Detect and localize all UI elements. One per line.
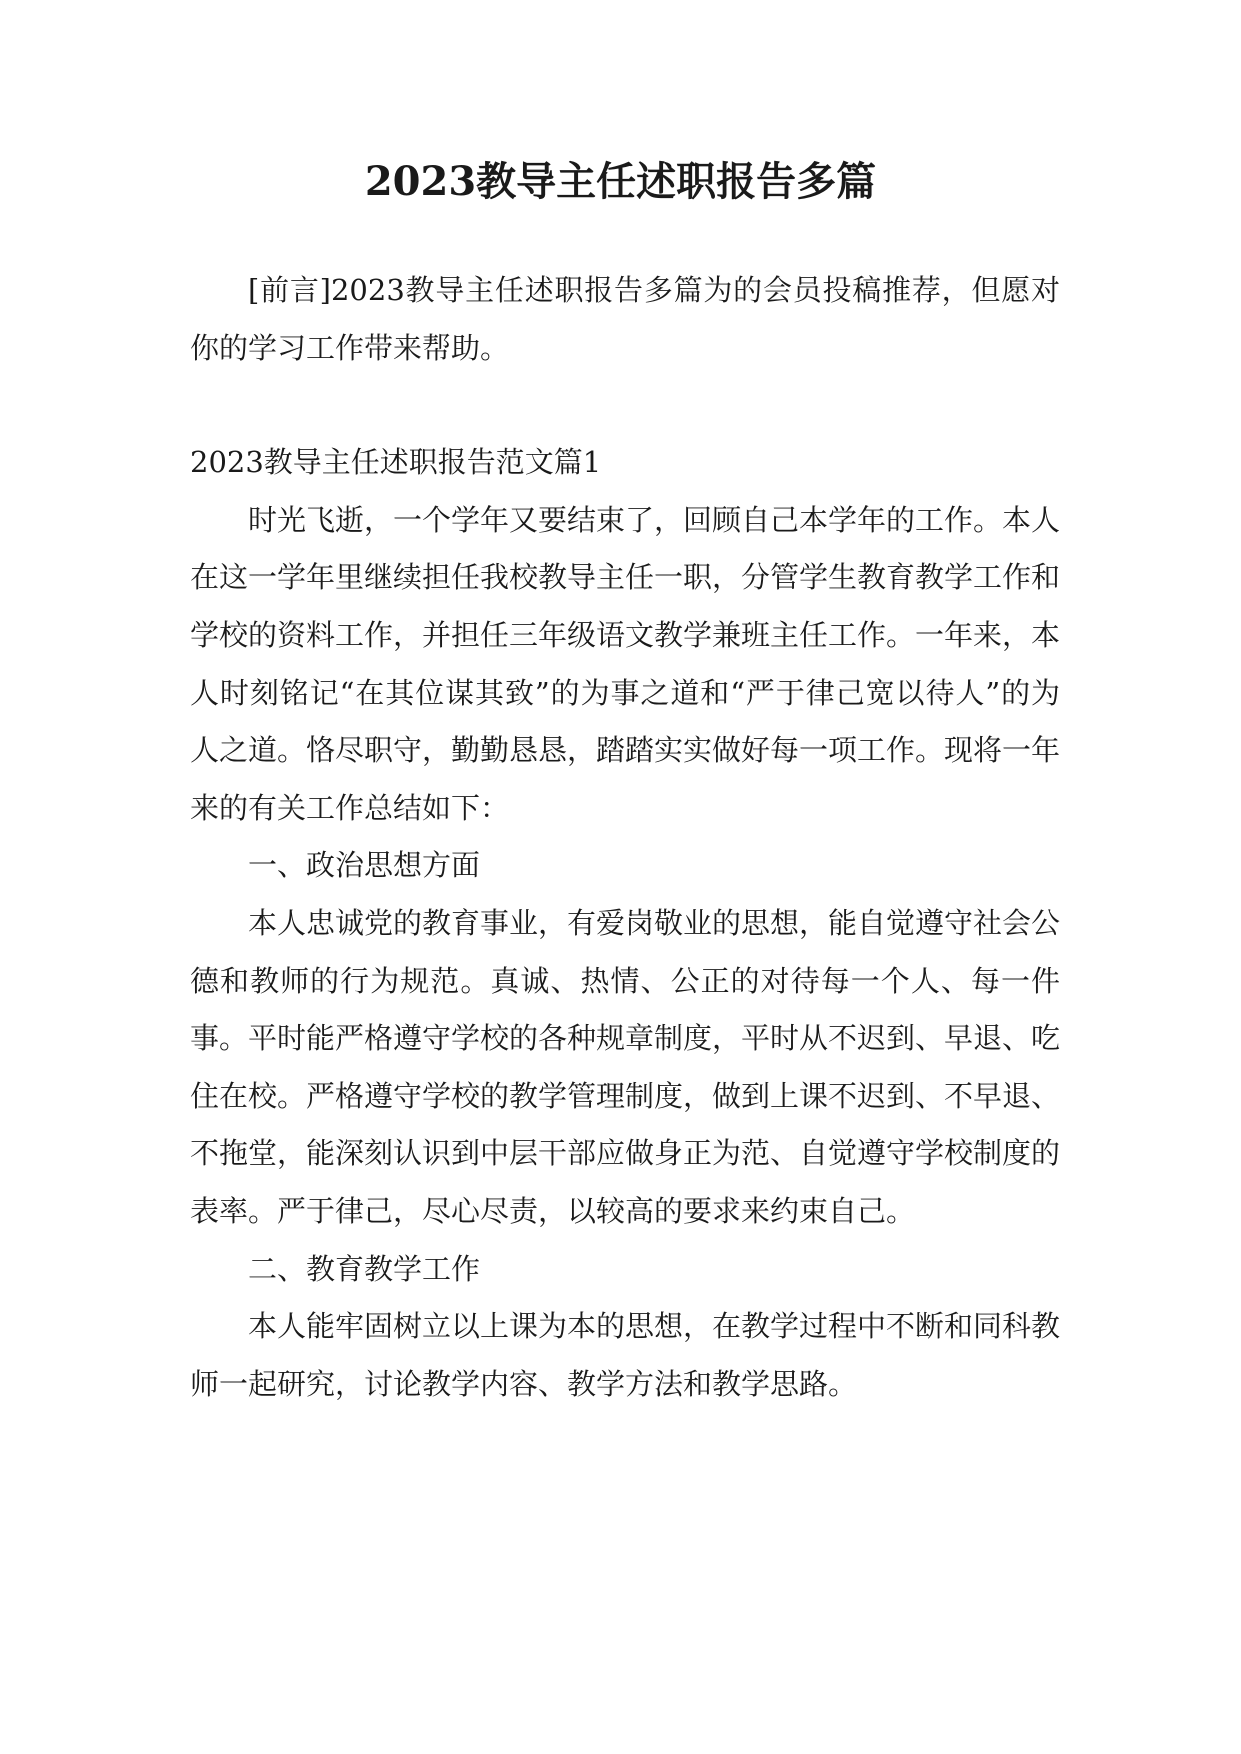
section-title: 2023教导主任述职报告范文篇1 [190, 445, 602, 480]
body-paragraph-intro: 时光飞逝，一个学年又要结束了，回顾自己本学年的工作。本人在这一学年里继续担任我校教导主任一职，分管学生教育教学工作和学校的资料工作，并担任三年级语文教学兼班主任工作。一年来，本人时刻铭记“在其位谋其致”的为事之道和“严于律己宽以待人”的为人之道。恪尽职守，勤勤恳恳，踏踏实实做好每一项工作。现将一年来的有关工作总结如下： [190, 502, 1061, 825]
preface-paragraph: [前言]2023教导主任述职报告多篇为的会员投稿推荐，但愿对你的学习工作带来帮助。 [190, 273, 1060, 365]
body-paragraph-teaching-work: 本人能牢固树立以上课为本的思想，在教学过程中不断和同科教师一起研究，讨论教学内容、教学方法和教学思路。 [190, 1309, 1061, 1401]
body-paragraph-political-thought: 本人忠诚党的教育事业，有爱岗敬业的思想，能自觉遵守社会公德和教师的行为规范。真诚、热情、公正的对待每一个人、每一件事。平时能严格遵守学校的各种规章制度，平时从不迟到、早退、吃住在校。严格遵守学校的教学管理制度，做到上课不迟到、不早退、不拖堂，能深刻认识到中层干部应做身正为范、自觉遵守学校制度的表率。严于律己，尽心尽责，以较高的要求来约束自己。 [190, 905, 1061, 1228]
heading-political-thought: 一、政治思想方面 [248, 848, 481, 883]
document-body [190, 262, 1060, 1413]
document-title: 2023教导主任述职报告多篇 [364, 158, 877, 205]
heading-teaching-work: 二、教育教学工作 [248, 1251, 481, 1286]
